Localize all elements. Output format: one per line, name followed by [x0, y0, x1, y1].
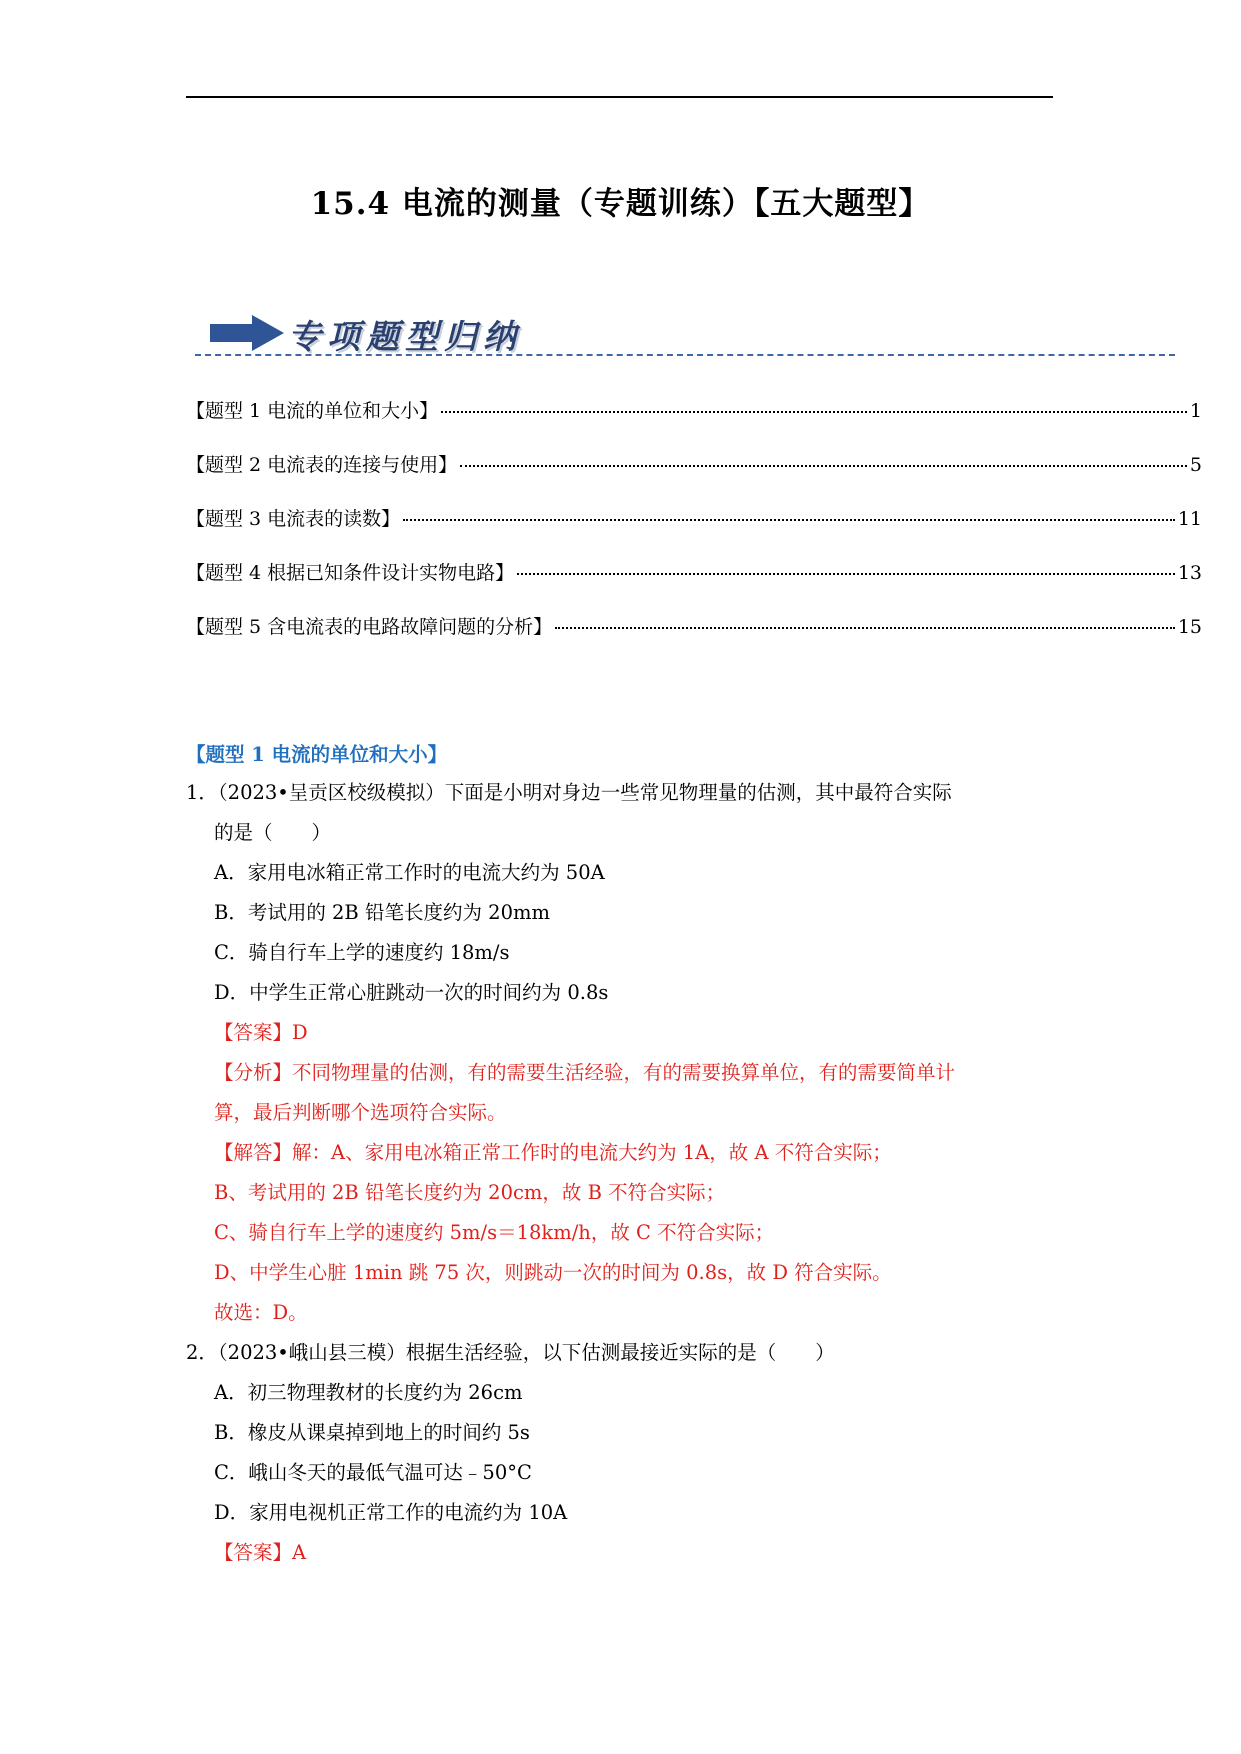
- solution-line: D、中学生心脏 1min 跳 75 次，则跳动一次的时间为 0.8s，故 D 符合实际。: [214, 1261, 892, 1284]
- option-c: C．骑自行车上学的速度约 18m/s: [214, 941, 510, 964]
- conclusion: 故选：D。: [214, 1301, 308, 1324]
- solution-line: B、考试用的 2B 铅笔长度约为 20cm，故 B 不符合实际；: [214, 1181, 726, 1204]
- option-d: D．中学生正常心脏跳动一次的时间约为 0.8s: [214, 981, 609, 1004]
- question-stem: 2．（2023•峨山县三模）根据生活经验，以下估测最接近实际的是（ ）: [186, 1341, 835, 1364]
- toc-entry[interactable]: [186, 558, 1202, 612]
- question-stem: 1．（2023•呈贡区校级模拟）下面是小明对身边一些常见物理量的估测，其中最符合实际: [186, 781, 952, 804]
- toc-entry-label: 【题型 1 电流的单位和大小】: [186, 400, 439, 422]
- toc-entry-page: 15: [1177, 616, 1202, 638]
- toc-entry[interactable]: [186, 612, 1202, 666]
- page-title: 15.4 电流的测量（专题训练）【五大题型】: [310, 186, 931, 222]
- toc-entry[interactable]: [186, 396, 1202, 450]
- toc-leader-dots: [460, 465, 1187, 467]
- toc-leader-dots: [403, 519, 1175, 521]
- toc-entry-page: 1: [1189, 400, 1202, 422]
- toc-entry[interactable]: [186, 504, 1202, 558]
- toc-entry-page: 11: [1177, 508, 1202, 530]
- solution-line: 【解答】解：A、家用电冰箱正常工作时的电流大约为 1A，故 A 不符合实际；: [214, 1141, 892, 1164]
- option-a: A．家用电冰箱正常工作时的电流大约为 50A: [214, 861, 605, 884]
- header-rule: [186, 96, 1053, 98]
- banner-title: 专项题型归纳: [288, 317, 522, 356]
- option-b: B．考试用的 2B 铅笔长度约为 20mm: [214, 901, 550, 924]
- option-b: B．橡皮从课桌掉到地上的时间约 5s: [214, 1421, 530, 1444]
- toc-entry-label: 【题型 4 根据已知条件设计实物电路】: [186, 562, 515, 584]
- arrow-right-icon: [210, 315, 284, 351]
- toc-entry-page: 13: [1177, 562, 1202, 584]
- banner-divider: [195, 354, 1175, 356]
- section-heading: 【题型 1 电流的单位和大小】: [186, 743, 448, 766]
- toc-entry-label: 【题型 5 含电流表的电路故障问题的分析】: [186, 616, 553, 638]
- solution-line: C、骑自行车上学的速度约 5m/s＝18km/h，故 C 不符合实际；: [214, 1221, 775, 1244]
- toc-entry[interactable]: [186, 450, 1202, 504]
- toc-entry-label: 【题型 2 电流表的连接与使用】: [186, 454, 458, 476]
- toc-leader-dots: [441, 411, 1187, 413]
- option-d: D．家用电视机正常工作的电流约为 10A: [214, 1501, 568, 1524]
- option-c: C．峨山冬天的最低气温可达﹣50°C: [214, 1461, 532, 1484]
- toc-entry-page: 5: [1189, 454, 1202, 476]
- answer: 【答案】D: [214, 1021, 308, 1044]
- table-of-contents: [186, 396, 1202, 666]
- option-a: A．初三物理教材的长度约为 26cm: [214, 1381, 523, 1404]
- answer: 【答案】A: [214, 1541, 307, 1564]
- question-stem-continued: 的是（ ）: [214, 821, 332, 844]
- toc-entry-label: 【题型 3 电流表的读数】: [186, 508, 401, 530]
- analysis: 【分析】不同物理量的估测，有的需要生活经验，有的需要换算单位，有的需要简单计: [214, 1061, 956, 1084]
- analysis-continued: 算，最后判断哪个选项符合实际。: [214, 1101, 507, 1124]
- toc-leader-dots: [555, 627, 1175, 629]
- toc-leader-dots: [517, 573, 1175, 575]
- section-banner: [205, 303, 1175, 363]
